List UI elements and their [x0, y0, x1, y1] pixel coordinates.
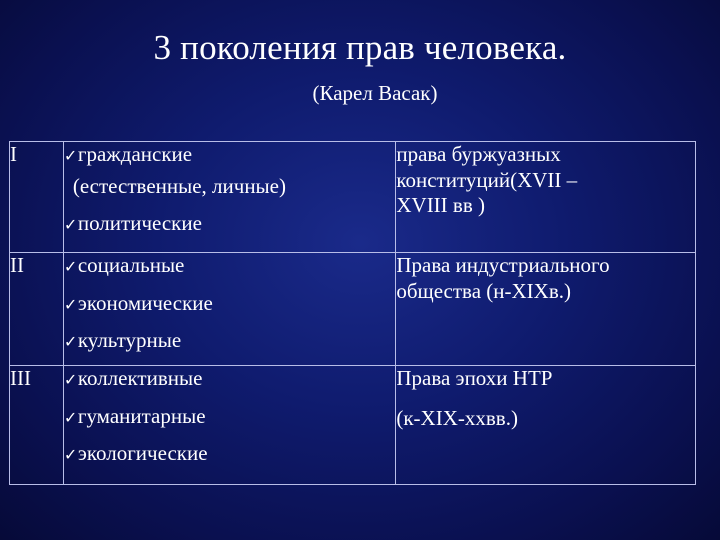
generation-number: III — [10, 366, 64, 485]
check-icon: ✓ — [63, 257, 78, 276]
description-line: права буржуазных — [396, 142, 561, 166]
list-item — [64, 211, 396, 237]
check-icon: ✓ — [63, 332, 78, 352]
list-item-label: экологические — [77, 441, 208, 466]
list-item-label: (естественные, личные) — [72, 173, 286, 198]
list-item — [64, 404, 396, 430]
list-item — [64, 291, 396, 317]
generation-number: I — [10, 142, 64, 253]
description-line: общества (н-XIXв.) — [396, 278, 571, 303]
description-line: Права индустриального — [396, 253, 610, 277]
list-item-label: экономические — [77, 290, 213, 315]
slide-subtitle: (Карел Васак) — [312, 81, 438, 105]
check-icon: ✓ — [63, 294, 78, 314]
table-row — [10, 142, 696, 253]
slide-title: 3 поколения прав человека. — [153, 28, 567, 67]
description-line: Права эпохи НТР — [396, 366, 553, 390]
rights-types-cell — [63, 142, 396, 253]
list-item — [64, 366, 396, 392]
table-row — [10, 253, 696, 366]
list-item-label: гуманитарные — [77, 403, 206, 428]
list-item-label: коллективные — [77, 366, 203, 390]
list-item-label: гражданские — [77, 142, 193, 166]
description-line: конституций(XVII – — [396, 167, 578, 192]
rights-types-cell — [63, 253, 396, 366]
list-item — [64, 142, 396, 168]
rights-description-cell — [396, 142, 696, 253]
check-icon: ✓ — [63, 445, 78, 465]
table-row — [10, 366, 696, 485]
rights-types-cell — [63, 366, 396, 485]
check-icon: ✓ — [63, 215, 78, 235]
rights-description-cell — [396, 366, 696, 485]
check-icon: ✓ — [63, 407, 78, 427]
list-item-label: культурные — [77, 328, 182, 353]
list-item — [64, 441, 396, 467]
check-icon: ✓ — [63, 146, 78, 165]
list-item-label: политические — [77, 211, 202, 236]
list-item — [64, 253, 396, 279]
generation-number: II — [10, 253, 64, 366]
description-line: XVIII вв ) — [396, 193, 485, 218]
list-item-label: социальные — [77, 253, 185, 277]
check-icon: ✓ — [63, 370, 78, 389]
generations-table — [9, 141, 696, 485]
list-item — [64, 174, 396, 200]
description-line: (к-XIX-ххвв.) — [396, 405, 518, 430]
list-item — [64, 328, 396, 354]
rights-description-cell — [396, 253, 696, 366]
